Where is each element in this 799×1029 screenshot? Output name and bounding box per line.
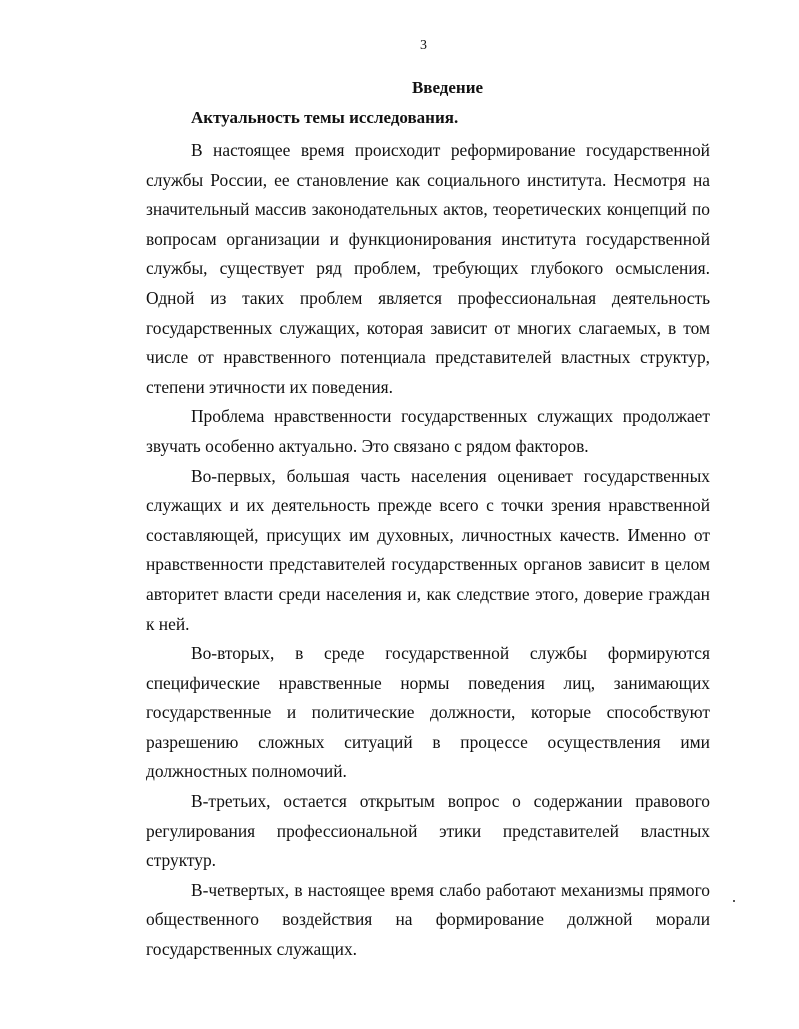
- section-heading-text: Введение: [411, 78, 484, 97]
- section-heading: [0, 78, 799, 98]
- subsection-heading: Актуальность темы исследования.: [191, 108, 459, 127]
- paragraph: Во-вторых, в среде государственной службы формируются специфические нравственные нормы поведения лиц, занимающих государственные и политические должности, которые способствуют разрешению сложных ситуаций в процессе осуществления ими должностных полномочий.: [146, 643, 710, 782]
- paragraph: В-четвертых, в настоящее время слабо работают механизмы прямого общественного воздействия на формирование должной морали государственных служащих.: [146, 879, 710, 960]
- paragraph: Во-первых, большая часть населения оценивает государственных служащих и их деятельность прежде всего с точки зрения нравственной составляющей, присущих им духовных, личностных качеств. Именно от нравственности представителей государственных органов зависит в целом авторитет власти среди населения и, как следствие этого, доверие граждан к ней.: [146, 465, 710, 634]
- body-text: [146, 136, 710, 965]
- paragraph: В-третьих, остается открытым вопрос о содержании правового регулирования профессиональной этики представителей властных структур.: [146, 791, 710, 871]
- paragraph: Проблема нравственности государственных служащих продолжает звучать особенно актуально. Это связано с рядом факторов.: [146, 406, 710, 456]
- scan-speck: [733, 900, 735, 902]
- paragraph: В настоящее время происходит реформирование государственной службы России, ее становление как социального института. Несмотря на значительный массив законодательных актов, теоретических концепций по вопросам организации и функционирования института государственной службы, существует ряд проблем, требующих глубокого осмысления. Одной из таких проблем является профессиональная деятельность государственных служащих, которая зависит от многих слагаемых, в том числе от нравственного потенциала представителей властных структур, степени этичности их поведения.: [146, 140, 710, 397]
- page-number: 3: [420, 38, 427, 53]
